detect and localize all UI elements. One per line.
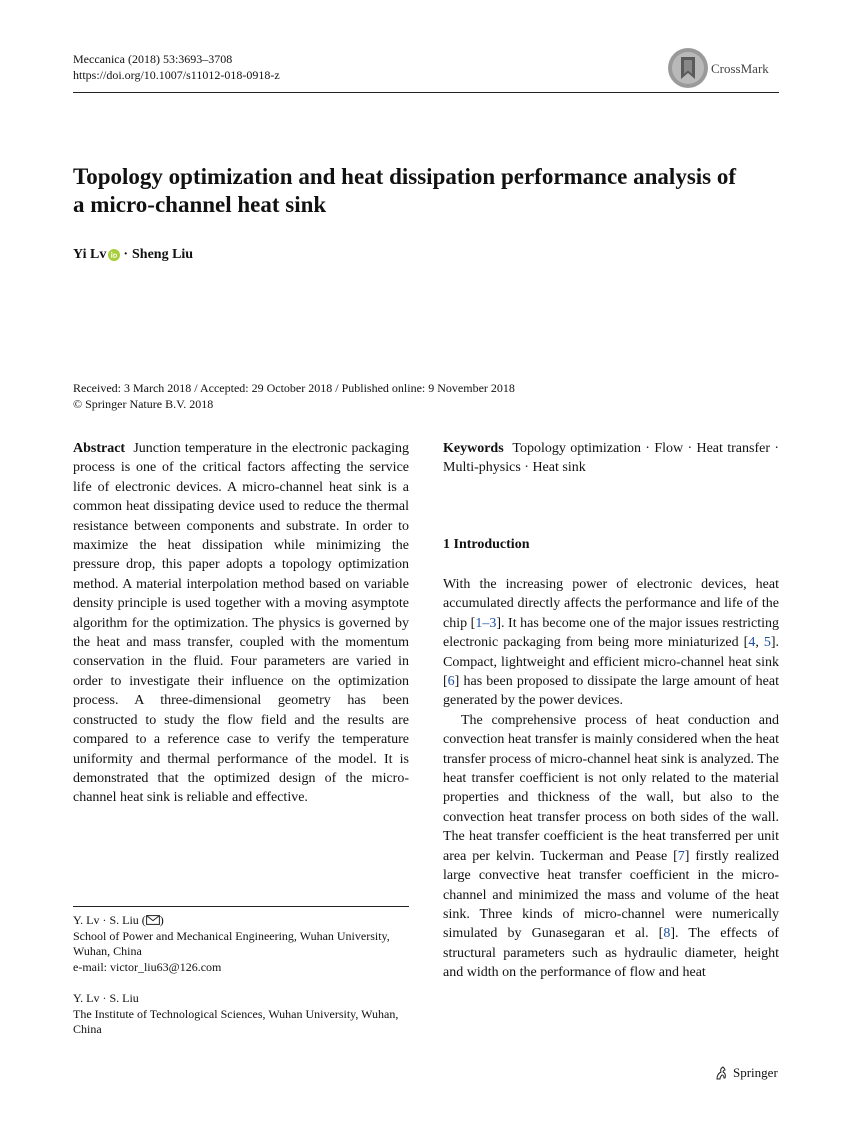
- abstract-block: [73, 439, 409, 808]
- footnote-authors: Y. Lv · S. Liu (: [73, 913, 146, 927]
- header-divider: [73, 92, 779, 93]
- citation-link[interactable]: 5: [763, 635, 771, 651]
- springer-horse-icon: [713, 1065, 729, 1081]
- publisher-logo: [713, 1065, 778, 1081]
- article-title: Topology optimization and heat dissipation performance analysis of a micro-channel heat sink: [73, 164, 737, 217]
- author-name[interactable]: Yi Lv: [73, 247, 107, 262]
- doi-link[interactable]: https://doi.org/10.1007/s11012-018-0918-z: [73, 68, 280, 82]
- citation-link[interactable]: 6: [447, 674, 455, 690]
- citation-link[interactable]: 4: [748, 635, 756, 651]
- copyright-notice: © Springer Nature B.V. 2018: [73, 397, 214, 411]
- abstract-label: Abstract: [73, 441, 126, 456]
- keywords-label: Keywords: [443, 441, 504, 456]
- author-separator: ·: [123, 247, 128, 262]
- crossmark-label: CrossMark: [711, 61, 769, 76]
- affiliation-footnote: [73, 991, 409, 1038]
- affiliation-text: School of Power and Mechanical Engineering, Wuhan University, Wuhan, China: [73, 928, 390, 958]
- intro-paragraph: The comprehensive process of heat conduction and convection heat transfer is mainly considered when the heat transfer process of micro-channel heat sink is analyzed. The heat transfer coefficient is not only related to the material properties and thickness of the wall, but also to the convection heat transfer process on both sides of the wall. The heat transfer coefficient is the heat transferred per unit area per kelvin. Tuckerman and Pease [7] firstly realized large convective heat transfer coefficient in the micro-channel and minimized the mass and volume of the heat sink. Three kinds of micro-channel were numerically simulated by Gunasegaran et al. [8]. The effects of structural parameters such as hydraulic diameter, height and width on the performance of flow and heat: [443, 712, 780, 981]
- envelope-icon[interactable]: [146, 915, 160, 925]
- citation-link[interactable]: 7: [677, 848, 685, 864]
- introduction-body: [443, 575, 779, 983]
- intro-paragraph: With the increasing power of electronic devices, heat accumulated directly affects the performance and life of the chip [1–3]. It has become one of the major issues restricting electronic packaging from being more miniaturized [4, 5]. Compact, lightweight and efficient micro-channel heat sink [6] has been proposed to dissipate the large amount of heat generated by the power devices.: [443, 577, 780, 709]
- affiliation-footnote: Y. Lv · S. Liu ( ) School of Power and Mechanical Engineering, Wuhan University, Wuhan, China e-mail: victor_liu63@126.com: [73, 913, 409, 975]
- keywords-text: Topology optimization · Flow · Heat transfer · Multi-physics · Heat sink: [443, 441, 779, 476]
- keywords-block: [443, 439, 779, 478]
- footnote-divider: [73, 906, 409, 907]
- author-name[interactable]: Sheng Liu: [132, 247, 194, 262]
- author-list: [73, 246, 193, 264]
- crossmark-badge-link[interactable]: [667, 47, 779, 89]
- abstract-text: Junction temperature in the electronic packaging process is one of the critical factors affecting the service life of electronic devices. A micro-channel heat sink is a common heat dissipating device used to reduce the thermal resistance between components and substrate. In order to maximize the heat dissipation while minimizing the pressure drop, this paper adopts a topology optimization method. A material interpolation method based on variable density principle is used together with a moving asymptote algorithm for the optimization. The physics is governed by the heat and mass transfer, coupled with the momentum conservation in the fluid. Four parameters are varied in order to investigate their influence on the optimization process. A three-dimensional geometry has been constructed to study the flow field and the results are compared to a reference case to verify the temperature uniformity and thermal performance of the model. It is demonstrated that the optimized design of the micro-channel heat sink is reliable and effective.: [73, 441, 409, 806]
- journal-citation: Meccanica (2018) 53:3693–3708: [73, 52, 233, 66]
- orcid-icon[interactable]: [108, 249, 120, 261]
- section-heading: 1 Introduction: [443, 537, 530, 552]
- footnote-authors: Y. Lv · S. Liu: [73, 991, 139, 1005]
- affiliation-text: The Institute of Technological Sciences, Wuhan University, Wuhan, China: [73, 1006, 399, 1036]
- citation-link[interactable]: 8: [663, 926, 671, 942]
- crossmark-icon: [667, 47, 709, 89]
- publisher-name: Springer: [733, 1065, 778, 1080]
- citation-link[interactable]: 1–3: [475, 615, 497, 631]
- publication-dates: Received: 3 March 2018 / Accepted: 29 October 2018 / Published online: 9 November 2018: [73, 381, 515, 395]
- email-link[interactable]: e-mail: victor_liu63@126.com: [73, 959, 222, 974]
